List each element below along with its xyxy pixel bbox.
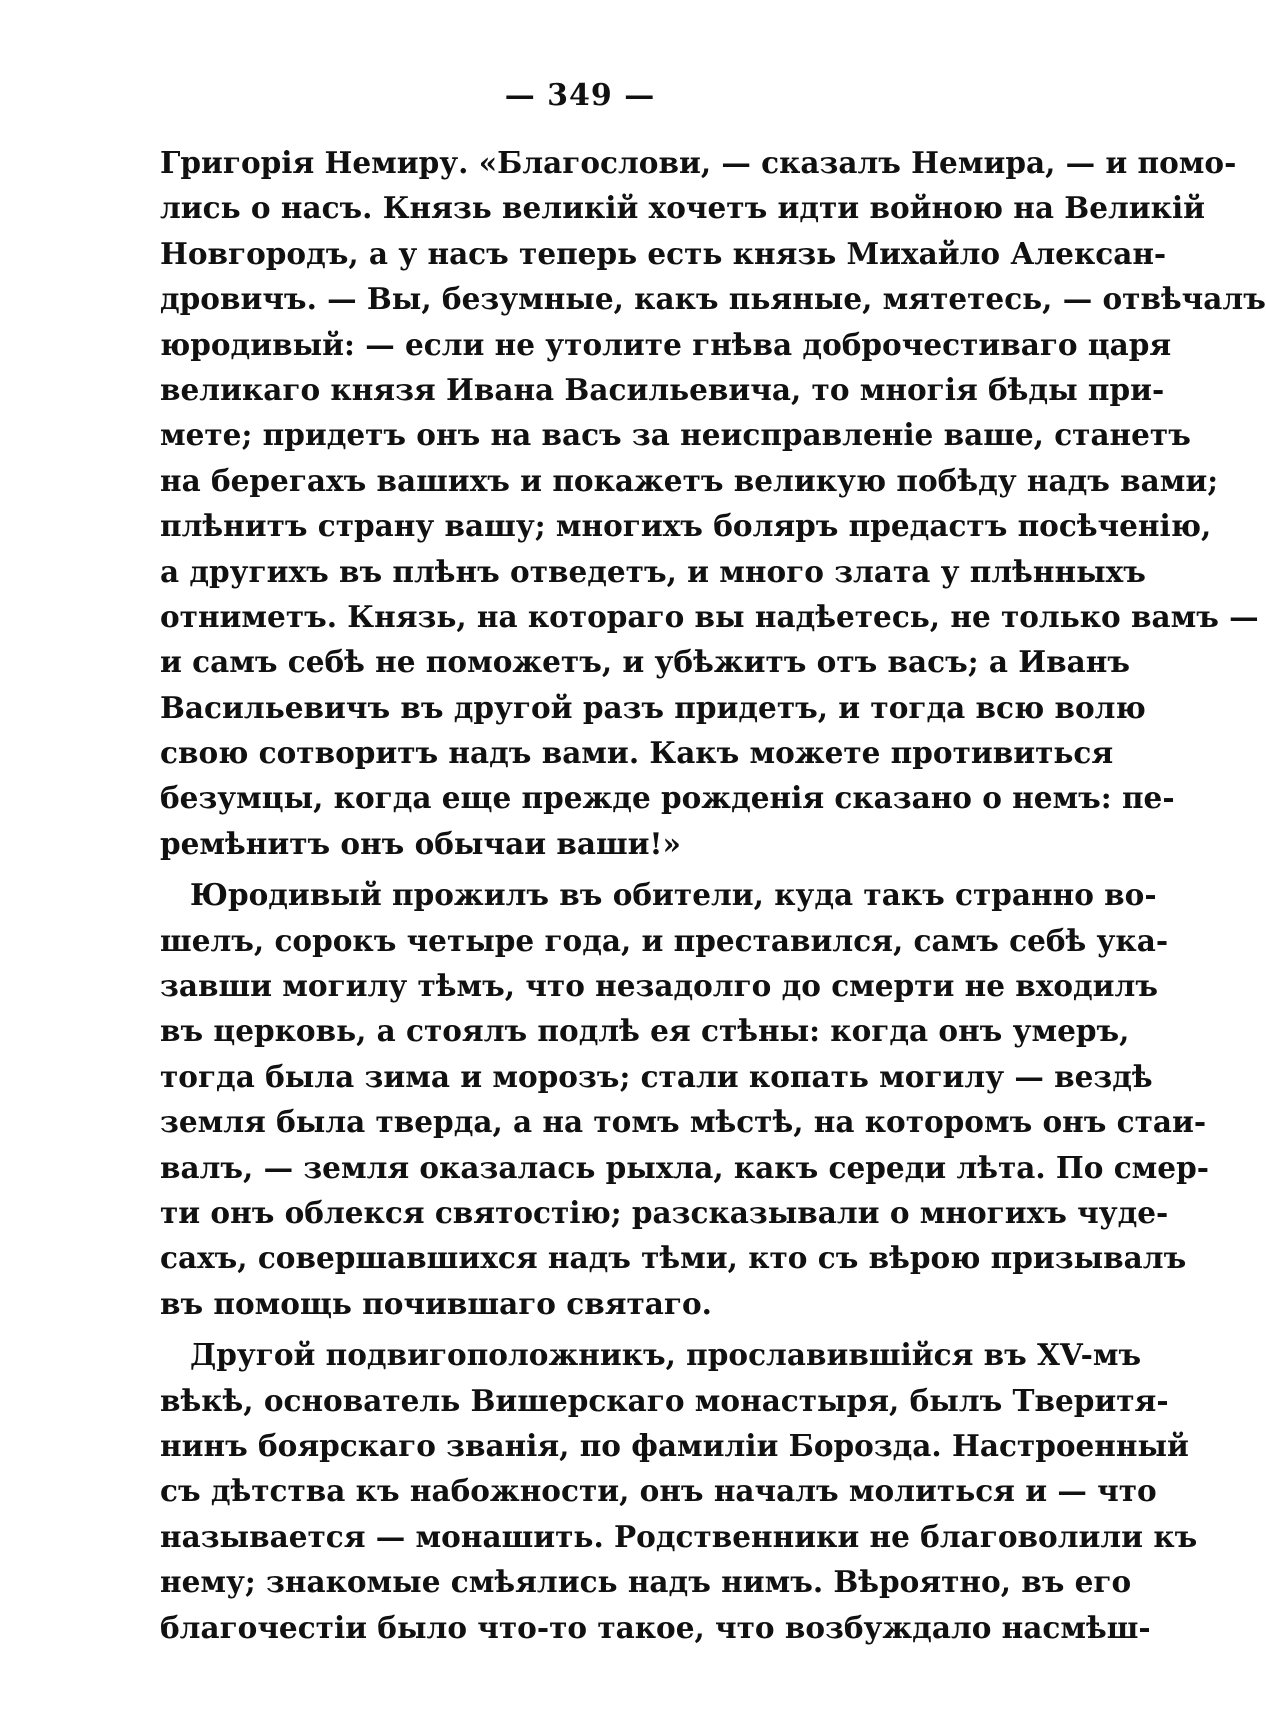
text-line: Васильевичъ въ другой разъ придетъ, и тогда всю волю xyxy=(160,689,1146,725)
text-line: благочестіи было что-то такое, что возбуждало насмѣш- xyxy=(160,1609,1151,1645)
text-line: мете; придетъ онъ на васъ за неисправленіе ваше, станетъ xyxy=(160,417,1191,453)
text-line: вѣкѣ, основатель Вишерскаго монастыря, былъ Тверитя- xyxy=(160,1382,1169,1418)
body-text xyxy=(160,140,1266,1650)
text-line: называется — монашить. Родственники не благоволили къ xyxy=(160,1518,1198,1554)
text-line: юродивый: — если не утолите гнѣва доброчестиваго царя xyxy=(160,326,1172,362)
text-line: на берегахъ вашихъ и покажетъ великую побѣду надъ вами; xyxy=(160,462,1219,498)
paragraph xyxy=(160,872,1209,1326)
text-line: отниметъ. Князь, на котораго вы надѣетесь, не только вамъ — xyxy=(160,598,1259,634)
text-line: шелъ, сорокъ четыре года, и преставился, самъ себѣ ука- xyxy=(160,922,1169,958)
text-line: дровичъ. — Вы, безумные, какъ пьяные, мятетесь, — отвѣчалъ xyxy=(160,281,1266,317)
page-number: — 349 — xyxy=(504,78,656,113)
text-line: въ церковь, а стоялъ подлѣ ея стѣны: когда онъ умеръ, xyxy=(160,1013,1130,1049)
paragraph xyxy=(160,140,1266,866)
paragraph xyxy=(160,1332,1198,1650)
text-line: валъ, — земля оказалась рыхла, какъ середи лѣта. По смер- xyxy=(160,1149,1209,1185)
text-line: и самъ себѣ не поможетъ, и убѣжитъ отъ васъ; а Иванъ xyxy=(160,644,1130,680)
text-line: а другихъ въ плѣнъ отведетъ, и много злата у плѣнныхъ xyxy=(160,553,1146,589)
text-line: сахъ, совершавшихся надъ тѣми, кто съ вѣрою призывалъ xyxy=(160,1240,1187,1276)
text-line: великаго князя Ивана Васильевича, то многія бѣды при- xyxy=(160,371,1165,407)
text-line: плѣнитъ страну вашу; многихъ боляръ предастъ посѣченію, xyxy=(160,508,1212,544)
text-line: съ дѣтства къ набожности, онъ началъ молиться и — что xyxy=(160,1473,1157,1509)
text-line: въ помощь почившаго святаго. xyxy=(160,1285,712,1321)
text-line: завши могилу тѣмъ, что незадолго до смерти не входилъ xyxy=(160,968,1158,1004)
text-line: Новгородъ, а у насъ теперь есть князь Михайло Алексан- xyxy=(160,235,1167,271)
text-line: Юродивый прожилъ въ обители, куда такъ странно во- xyxy=(190,877,1157,913)
text-line: безумцы, когда еще прежде рожденія сказано о немъ: пе- xyxy=(160,780,1175,816)
text-line: тогда была зима и морозъ; стали копать могилу — вездѣ xyxy=(160,1058,1153,1094)
text-line: нему; знакомые смѣялись надъ нимъ. Вѣроятно, въ его xyxy=(160,1564,1132,1600)
text-line: свою сотворитъ надъ вами. Какъ можете противиться xyxy=(160,735,1114,771)
text-line: Григорія Немиру. «Благослови, — сказалъ Немира, — и помо- xyxy=(160,145,1237,180)
text-line: ремѣнитъ онъ обычаи ваши!» xyxy=(160,825,681,861)
text-line: Другой подвигоположникъ, прославившійся въ XV-мъ xyxy=(190,1337,1142,1373)
text-line: земля была тверда, а на томъ мѣстѣ, на которомъ онъ стаи- xyxy=(160,1104,1207,1140)
text-line: ти онъ облекся святостію; разсказывали о многихъ чуде- xyxy=(160,1194,1169,1230)
text-line: нинъ боярскаго званія, по фамиліи Борозда. Настроенный xyxy=(160,1427,1189,1463)
text-line: лись о насъ. Князь великій хочетъ идти войною на Великій xyxy=(160,190,1206,226)
